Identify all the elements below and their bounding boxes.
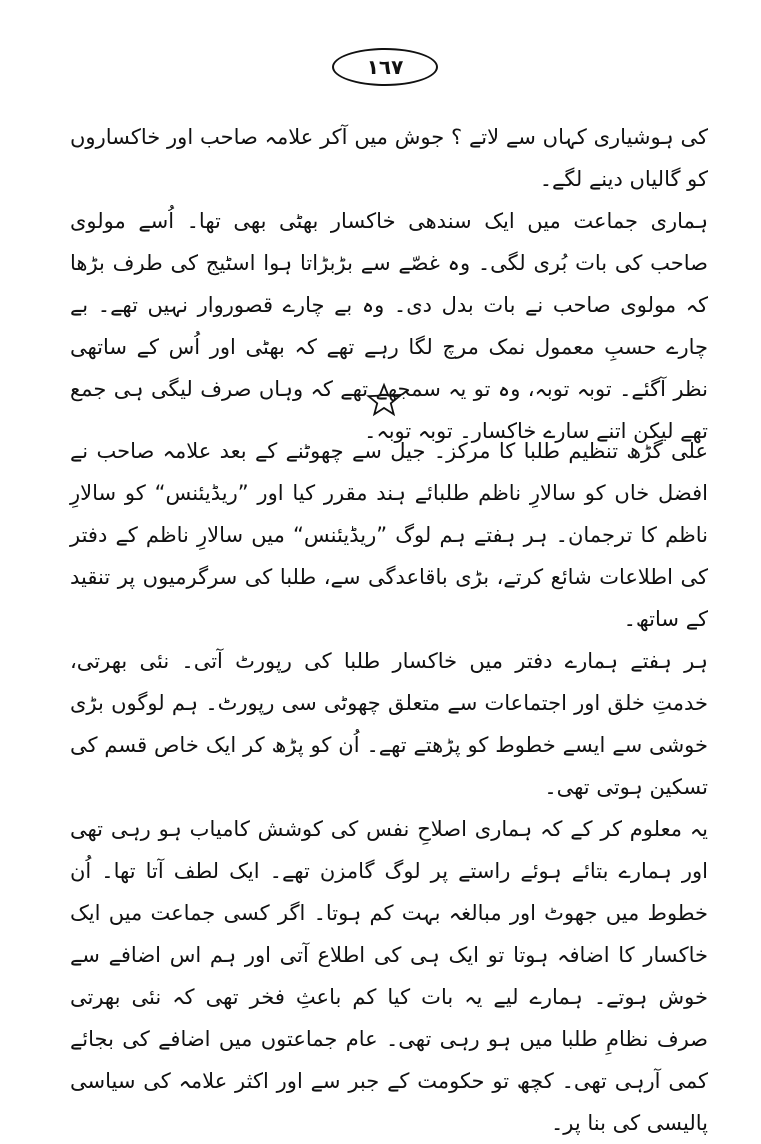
paragraph: ہماری جماعت میں ایک سندھی خاکسار بھٹی بھی تھا۔ اُسے مولوی صاحب کی بات بُری لگی۔ وہ غصّے سے بڑبڑاتا ہوا اسٹیج کی طرف بڑھا کہ مولوی صاحب نے بات بدل دی۔ وہ بے چارے قصوروار نہیں تھے۔ بے چارے حسبِ معمول نمک مرچ لگا رہے تھے کہ بھٹی اور اُس کے ساتھی نظر آگئے۔ توبہ توبہ، وہ تو یہ سمجھے تھے کہ وہاں صرف لیگی ہی جمع تھے لیکن اتنے سارے خاکسار۔ توبہ توبہ۔: [70, 209, 708, 443]
text-section-2: [70, 430, 708, 1144]
paragraph: علی گڑھ تنظیم طلبا کا مرکز۔ جیل سے چھوٹنے کے بعد علامہ صاحب نے افضل خاں کو سالارِ ناظم طلبائے ہند مقرر کیا اور ”ریڈیئنس“ کو سالارِ ناظم کا ترجمان۔ ہر ہفتے ہم لوگ ”ریڈیئنس“ میں سالارِ ناظم کے دفتر کی اطلاعات شائع کرتے، بڑی باقاعدگی سے، طلبا کی سرگرمیوں پر تنقید کے ساتھ۔: [70, 439, 708, 631]
paragraph: ہر ہفتے ہمارے دفتر میں خاکسار طلبا کی رپورٹ آتی۔ نئی بھرتی، خدمتِ خلق اور اجتماعات سے متعلق چھوٹی سی رپورٹ۔ ہم لوگوں بڑی خوشی سے ایسے خطوط کو پڑھتے تھے۔ اُن کو پڑھ کر ایک خاص قسم کی تسکین ہوتی تھی۔: [70, 649, 708, 799]
paragraph: یہ معلوم کر کے کہ ہماری اصلاحِ نفس کی کوشش کامیاب ہو رہی تھی اور ہمارے بتائے ہوئے راستے پر لوگ گامزن تھے۔ ایک لطف آتا تھا۔ اُن خطوط میں جھوٹ اور مبالغہ بہت کم ہوتا۔ اگر کسی جماعت میں ایک خاکسار کا اضافہ ہوتا تو ایک ہی کی اطلاع آتی اور ہم اس اضافے سے خوش ہوتے۔ ہمارے لیے یہ بات کیا کم باعثِ فخر تھی کہ نئی بھرتی صرف نظامِ طلبا میں ہو رہی تھی۔ عام جماعتوں میں اضافے کی بجائے کمی آرہی تھی۔ کچھ تو حکومت کے جبر سے اور اکثر علامہ کی سیاسی پالیسی کی بنا پر۔: [70, 817, 708, 1135]
star-icon: [366, 382, 402, 418]
page-number: ١٦٧: [332, 48, 438, 86]
paragraph: کی ہوشیاری کہاں سے لاتے ؟ جوش میں آکر علامہ صاحب اور خاکساروں کو گالیاں دینے لگے۔: [70, 125, 708, 191]
